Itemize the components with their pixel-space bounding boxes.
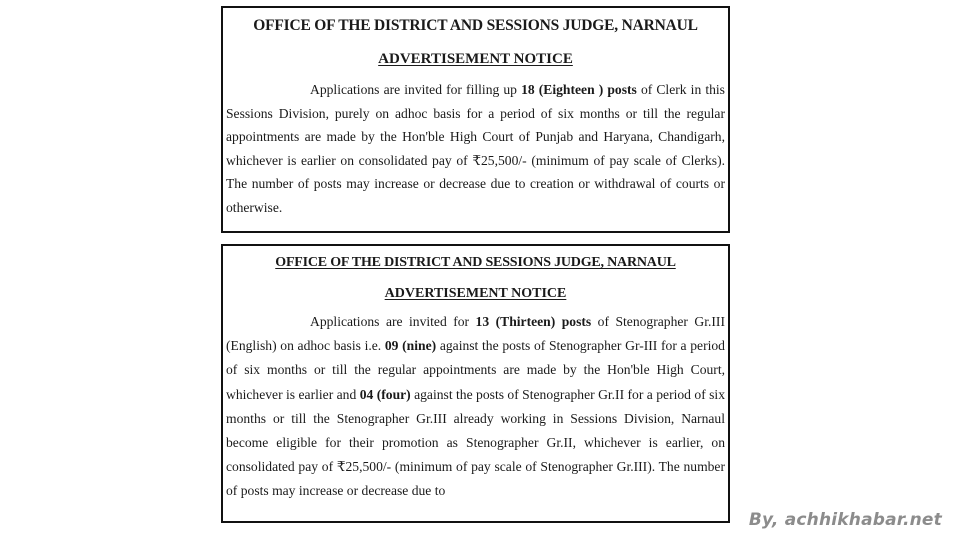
notice-heading: ADVERTISEMENT NOTICE: [384, 286, 567, 301]
notice-body: [223, 310, 728, 504]
gr2-count-highlight: 04 (four): [359, 386, 411, 402]
body-text-segment: against the posts of Stenographer Gr.II for a period of six months or till the Stenographer Gr.III already working in Sessions Division, Narnaul become eligible for their promotion as Stenographer Gr.II, whichever is earlier, on consolidated pay of ₹25,500/- (minimum of pay scale of Stenographer Gr.III). The number of posts may increase or decrease due to: [226, 386, 726, 499]
body-text-segment: Applications are invited for: [310, 314, 476, 329]
clerk-advertisement-notice: [221, 6, 730, 233]
body-text-segment: Applications are invited for filling up: [310, 82, 522, 97]
source-watermark: By, achhikhabar.net: [748, 510, 942, 530]
office-title: OFFICE OF THE DISTRICT AND SESSIONS JUDGE, NARNAUL: [275, 255, 676, 270]
body-text-segment: of Stenographer Gr.III (English) on adhoc basis i.e.: [226, 314, 725, 354]
body-text-segment: of Clerk in this Sessions Division, purely on adhoc basis for a period of six months or till the regular appointments are made by the Hon'ble High Court of Punjab and Haryana, Chandigarh, whichever is earlier on consolidated pay of ₹25,500/- (minimum of pay scale of Clerks). The number of posts may increase or decrease due to creation or withdrawal of courts or otherwise.: [226, 82, 725, 215]
office-title: OFFICE OF THE DISTRICT AND SESSIONS JUDGE, NARNAUL: [253, 17, 698, 34]
gr3-count-highlight: 09 (nine): [384, 338, 437, 354]
body-text-segment: against the posts of Stenographer Gr-III for a period of six months or till the regular appointments are made by the Hon'ble High Court, whichever is earlier and: [226, 338, 725, 402]
notice-heading: ADVERTISEMENT NOTICE: [378, 51, 573, 67]
stenographer-advertisement-notice: [221, 244, 730, 523]
notice-body: [223, 78, 728, 219]
post-count-highlight: 18 (Eighteen ) posts: [521, 82, 637, 97]
post-count-highlight: 13 (Thirteen) posts: [475, 314, 592, 329]
